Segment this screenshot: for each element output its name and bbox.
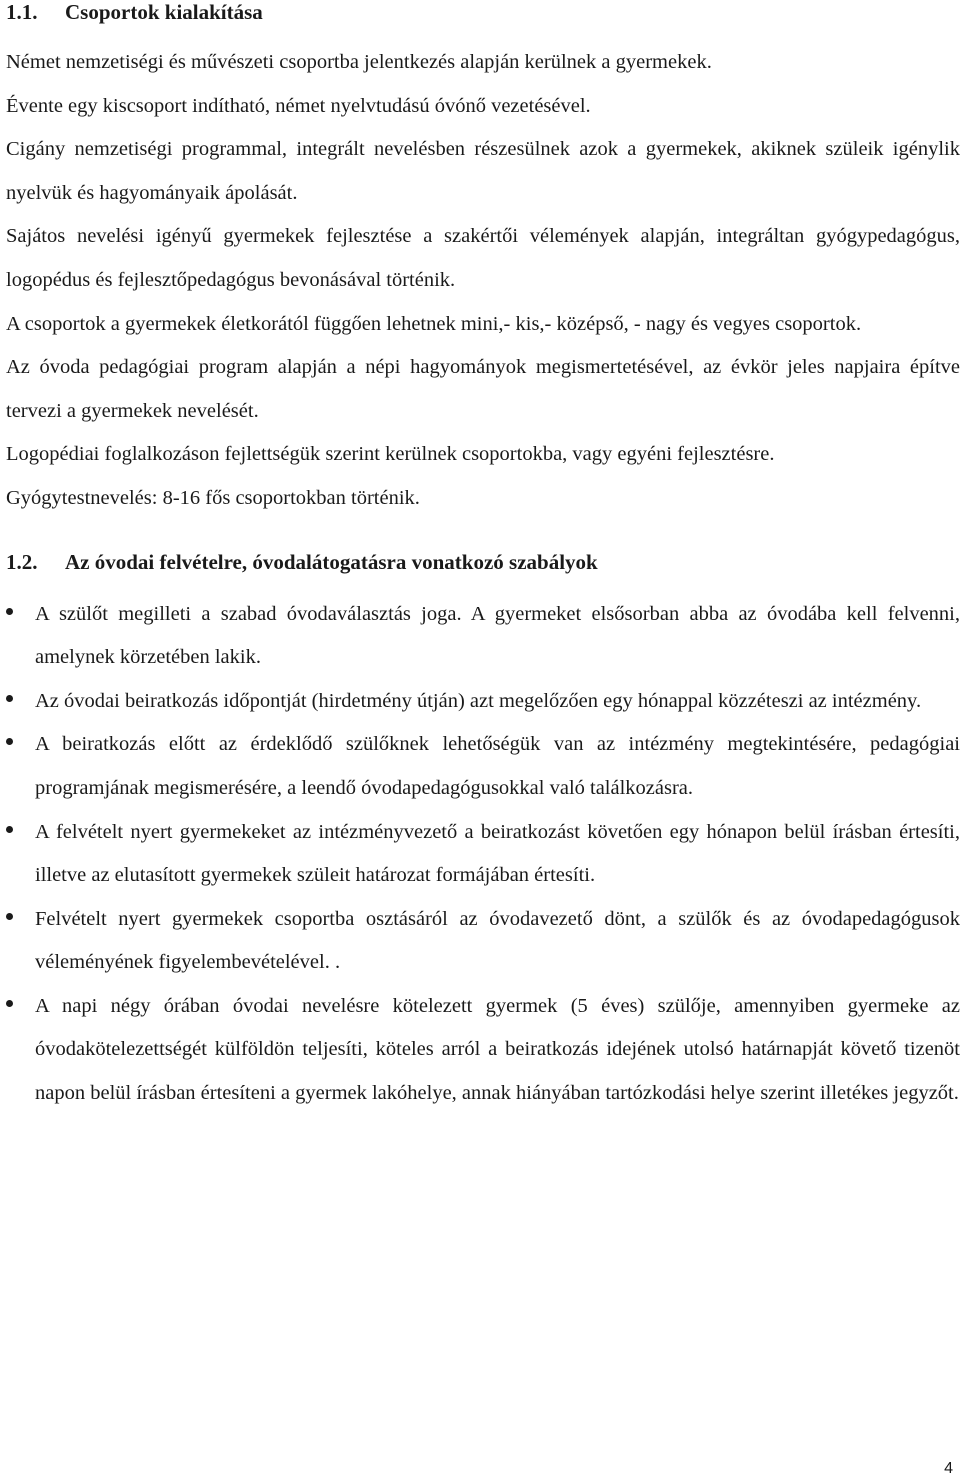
bullet-icon xyxy=(6,695,13,702)
list-item xyxy=(6,985,960,1116)
list-item xyxy=(6,723,960,810)
list-item xyxy=(6,898,960,985)
list-item-text: A beiratkozás előtt az érdeklődő szülőknek lehetőségük van az intézmény megtekintésére, pedagógiai programjának megismerésére, a leendő óvodapedagógusokkal való találkozásra. xyxy=(35,733,960,799)
paragraph: Cigány nemzetiségi programmal, integrált nevelésben részesülnek azok a gyermekek, akiknek szüleik igénylik nyelvük és hagyományaik ápolását. xyxy=(6,138,960,204)
list-item-text: A felvételt nyert gyermekeket az intézményvezető a beiratkozást követően egy hónapon belül írásban értesíti, illetve az elutasított gyermekek szüleit határozat formájában értesíti. xyxy=(35,820,960,887)
document-page xyxy=(6,0,960,1116)
bullet-icon xyxy=(6,1000,13,1007)
paragraph: Német nemzetiségi és művészeti csoportba jelentkezés alapján kerülnek a gyermekek. xyxy=(6,51,712,73)
bullet-icon xyxy=(6,738,13,745)
list-item xyxy=(6,680,960,724)
bullet-icon xyxy=(6,913,13,920)
section-title: Csoportok kialakítása xyxy=(65,0,263,24)
section-number: 1.1. xyxy=(6,0,38,24)
bullet-icon xyxy=(6,826,13,833)
paragraph: Az óvoda pedagógiai program alapján a népi hagyományok megismertetésével, az évkör jeles napjaira építve tervezi a gyermekek nevelését. xyxy=(6,356,960,422)
bullet-list xyxy=(6,593,960,1116)
section-heading xyxy=(6,0,960,24)
paragraph: Évente egy kiscsoport indítható, német nyelvtudású óvónő vezetésével. xyxy=(6,94,591,117)
section-heading xyxy=(6,550,960,574)
section-number: 1.2. xyxy=(6,549,38,574)
list-item xyxy=(6,593,960,680)
paragraph: Logopédiai foglalkozáson fejlettségük szerint kerülnek csoportokba, vagy egyéni fejlesztésre. xyxy=(6,443,775,466)
section-title: Az óvodai felvételre, óvodalátogatásra vonatkozó szabályok xyxy=(65,549,598,574)
paragraph: Sajátos nevelési igényű gyermekek fejlesztése a szakértői vélemények alapján, integráltan gyógypedagógus, logopédus és fejlesztőpedagógus bevonásával történik. xyxy=(6,225,960,291)
list-item-text: Felvételt nyert gyermekek csoportba osztásáról az óvodavezető dönt, a szülők és az óvodapedagógusok véleményének figyelembevételével. . xyxy=(35,907,960,974)
bullet-icon xyxy=(6,608,13,615)
page-number: 4 xyxy=(944,1460,953,1477)
paragraph: Gyógytestnevelés: 8-16 fős csoportokban történik. xyxy=(6,486,420,509)
list-item-text: A napi négy órában óvodai nevelésre kötelezett gyermek (5 éves) szülője, amennyiben gyermeke az óvodakötelezettségét külföldön teljesíti, köteles arról a beiratkozás idejének utolsó határnapját követő tizenöt napon belül írásban értesíteni a gyermek lakóhelye, annak hiányában tartózkodási helye szerint illetékes jegyzőt. xyxy=(35,994,960,1105)
paragraph: A csoportok a gyermekek életkorától függően lehetnek mini,- kis,- középső, - nagy és vegyes csoportok. xyxy=(6,312,862,335)
section-body xyxy=(6,41,960,521)
list-item xyxy=(6,811,960,898)
list-item-text: A szülőt megilleti a szabad óvodaválasztás joga. A gyermeket elsősorban abba az óvodába kell felvenni, amelynek körzetében lakik. xyxy=(35,602,960,669)
list-item-text: Az óvodai beiratkozás időpontját (hirdetmény útján) azt megelőzően egy hónappal közzéteszi az intézmény. xyxy=(35,689,922,712)
